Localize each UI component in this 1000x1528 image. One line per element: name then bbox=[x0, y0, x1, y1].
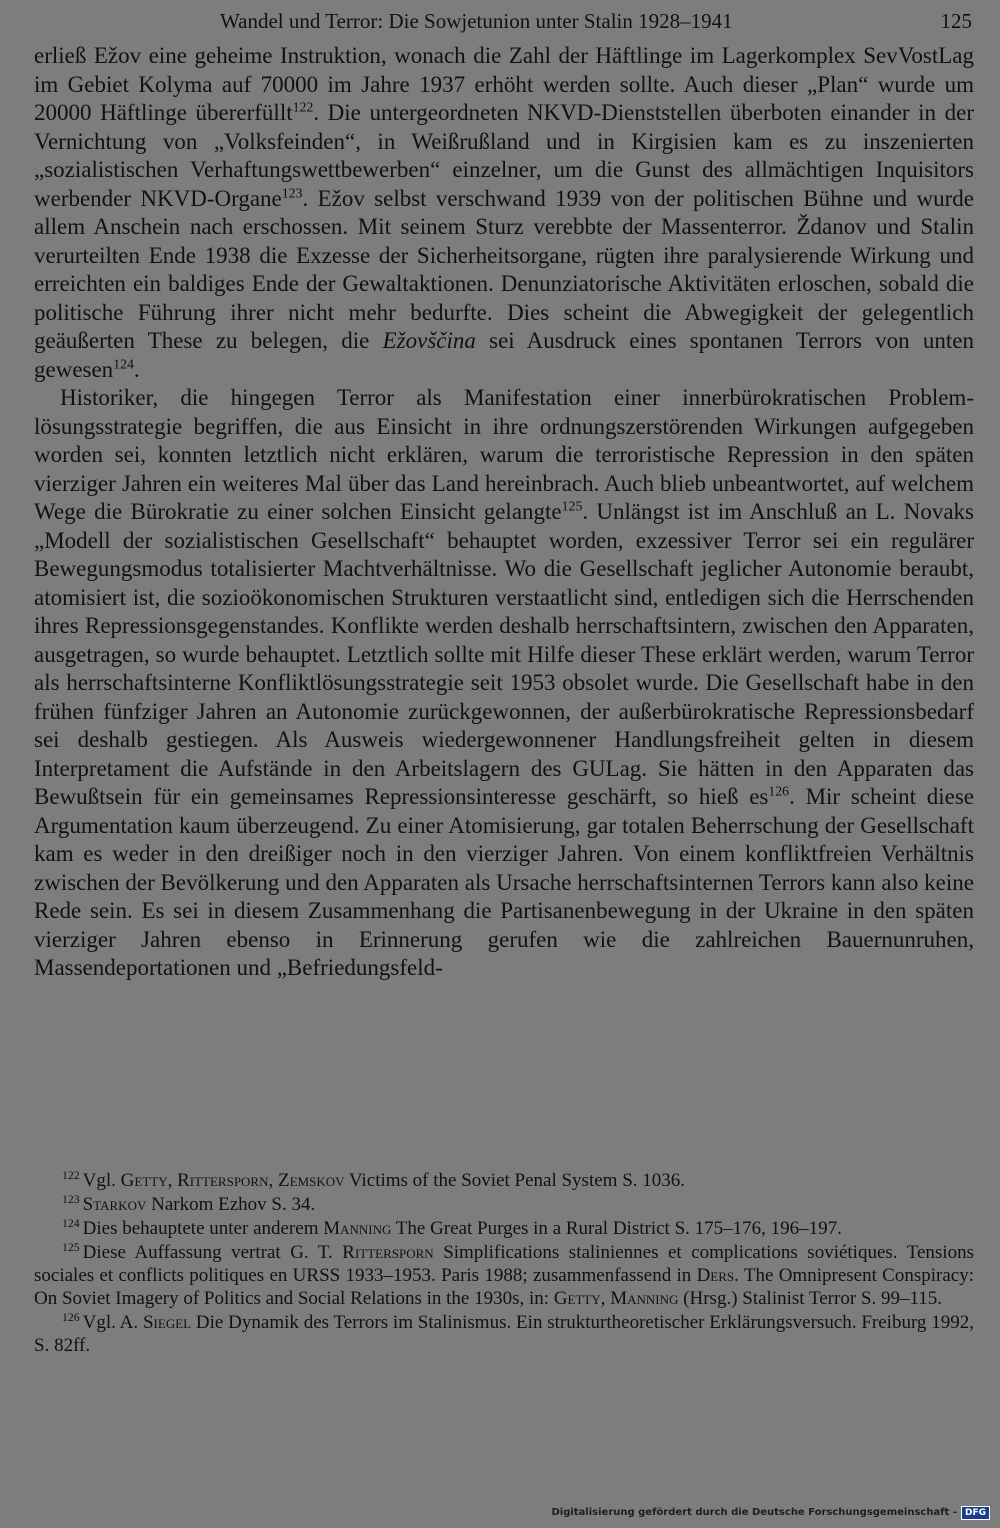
paragraph-1: erließ Ežov eine geheime Instruktion, wonach die Zahl der Häftlinge im Lagerkomplex SevVostLag im Gebiet Kolyma auf 70000 im Jahre 1937 erhöht werden sollte. Auch dieser „Plan“ wurde um 20000 Häftlinge übererfüllt$^{122}$. Die untergeordneten NKVD-Dienststellen überboten einander in der Vernichtung von „Volksfeinden“, in Weißrußland und in Kirgisien kam es zu inszenierten „sozialistischen Verhaftungswettbewerben“ einzelner, um die Gunst des allmächtigen Inquisitors werbender NKVD-Organe$^{123}$. Ežov selbst verschwand 1939 von der politischen Bühne und wurde allem Anschein nach erschossen. Mit seinem Sturz verebbte der Massenterror. Ždanov und Stalin verurteilten Ende 1938 die Exzesse der Sicherheitsorgane, rügten ihre paralysierende Wirkung und erreichten ein baldiges Ende der Gewaltaktionen. Denunziatorische Aktivitäten erloschen, sobald die politische Führung ihrer nicht mehr bedurfte. Dies scheint die Abwegigkeit der gelegentlich geäußerten These zu belegen, die Ežovščina sei Ausdruck eines spontanen Terrors von unten gewesen$^{124}$. bbox=[34, 43, 975, 382]
footnote-number: 126 bbox=[62, 1310, 80, 1324]
footnote-123: $^{123}$ Starkov Narkom Ezhov S. 34. bbox=[62, 1192, 316, 1215]
footnote-number: 123 bbox=[62, 1192, 80, 1206]
footnote-ref-122[interactable]: 122 bbox=[292, 99, 314, 115]
footnote-124: $^{124}$ Dies behauptete unter anderem Manning The Great Purges in a Rural District S. 175–176, 196–197. bbox=[62, 1216, 842, 1239]
footnote-number: 125 bbox=[62, 1240, 80, 1254]
paragraph-2: Historiker, die hingegen Terror als Manifestation einer innerbürokratischen Problemlösungsstrategie begriffen, die aus Einsicht in ihre ordnungszerstörenden Wirkungen aufgegeben worden sei, konnten letztlich nicht erklären, warum die terroristische Repression in den späten vierziger Jahren ein weiteres Mal über das Land hereinbrach. Auch blieb unbeantwortet, auf welchem Wege die Bürokratie zu einer solchen Einsicht gelangte$^{125}$. Unlängst ist im Anschluß an L. Novaks „Modell der sozialistischen Gesellschaft“ behauptet worden, exzessiver Terror sei ein regulärer Bewegungsmodus totalisierter Machtverhältnisse. Wo die Gesellschaft jeglicher Autonomie beraubt, atomisiert ist, die sozioökonomischen Strukturen verstaatlicht sind, entledigen sich die Herrschenden ihres Repressionsgegenstandes. Konflikte werden deshalb herrschaftsintern, zwischen den Apparaten, ausgetragen, so wurde behauptet. Letztlich sollte mit Hilfe dieser These erklärt werden, warum Terror als herrschaftsinterne Konfliktlösungsstrategie seit 1953 obsolet wurde. Die Gesellschaft habe in den frühen fünfziger Jahren an Autonomie zurückgewonnen, der außerbürokratische Repressionsbedarf sei deshalb gestiegen. Als Ausweis wiedergewonnener Handlungsfreiheit gelten in diesem Interpretament die Aufstände in den Arbeitslagern des GULag. Sie hätten in den Apparaten das Bewußtsein für ein gemeinsames Repressionsinteresse geschärft, so hieß $es^{126}$. Mir scheint diese Argumentation kaum überzeugend. Zu einer Atomisierung, gar totalen Beherrschung der Gesellschaft kam es weder in den dreißiger noch in den vierziger Jahren. Von einem konfliktfreien Verhältnis zwischen der Bevölkerung und den Apparaten als Ursache herrschaftsinternen Terrors kann also keine Rede sein. Es sei in diesem Zusammenhang die Partisanenbewegung in der Ukraine in den späten vierziger Jahren ebenso in Erinnerung gerufen wie die zahlreichen Bauernunruhen, Massendeportationen und „Befriedungsfeld- bbox=[34, 385, 974, 980]
footnote-ref-123[interactable]: 123 bbox=[281, 184, 303, 200]
running-title: Wandel und Terror: Die Sowjetunion unter Stalin 1928–1941 bbox=[220, 9, 733, 33]
body-text bbox=[34, 42, 974, 983]
footnote-122: $^{122}$ Vgl. Getty, Rittersporn, Zemskov Victims of the Soviet Penal System S. 1036. bbox=[62, 1168, 686, 1191]
running-head bbox=[0, 6, 1000, 36]
footnote-ref-125[interactable]: 125 bbox=[561, 498, 583, 514]
dfg-logo: DFG bbox=[961, 1506, 990, 1520]
footnote-ref-126[interactable]: 126 bbox=[768, 783, 790, 799]
digitization-text: Digitalisierung gefördert durch die Deutsche Forschungsgemeinschaft - bbox=[551, 1507, 957, 1518]
footnote-number: 124 bbox=[62, 1216, 80, 1230]
italic-term: Ežovščina bbox=[382, 328, 476, 353]
footnote-125: $^{125}$ Diese Auffassung vertrat G. T. Rittersporn Simplifications staliniennes et complications soviétiques. Tensions sociales et conflicts politiques en URSS 1933–1953. Paris 1988; zusammenfassend in Ders. The Omnipresent Conspiracy: On Soviet Imagery of Politics and Social Relations in the 1930s, in: Getty, Manning (Hrsg.) Stalinist Terror S. 99–115. bbox=[34, 1240, 974, 1309]
footnotes bbox=[34, 1169, 974, 1358]
footnote-126: $^{126}$ Vgl. A. Siegel Die Dynamik des Terrors im Stalinismus. Ein strukturtheoretischer Erklärungsversuch. Freiburg 1992, S. 82ff. bbox=[34, 1310, 974, 1356]
page-number: 125 bbox=[940, 9, 972, 33]
digitization-notice bbox=[551, 1506, 990, 1520]
footnote-ref-124[interactable]: 124 bbox=[113, 355, 134, 371]
footnote-number: 122 bbox=[62, 1168, 80, 1182]
